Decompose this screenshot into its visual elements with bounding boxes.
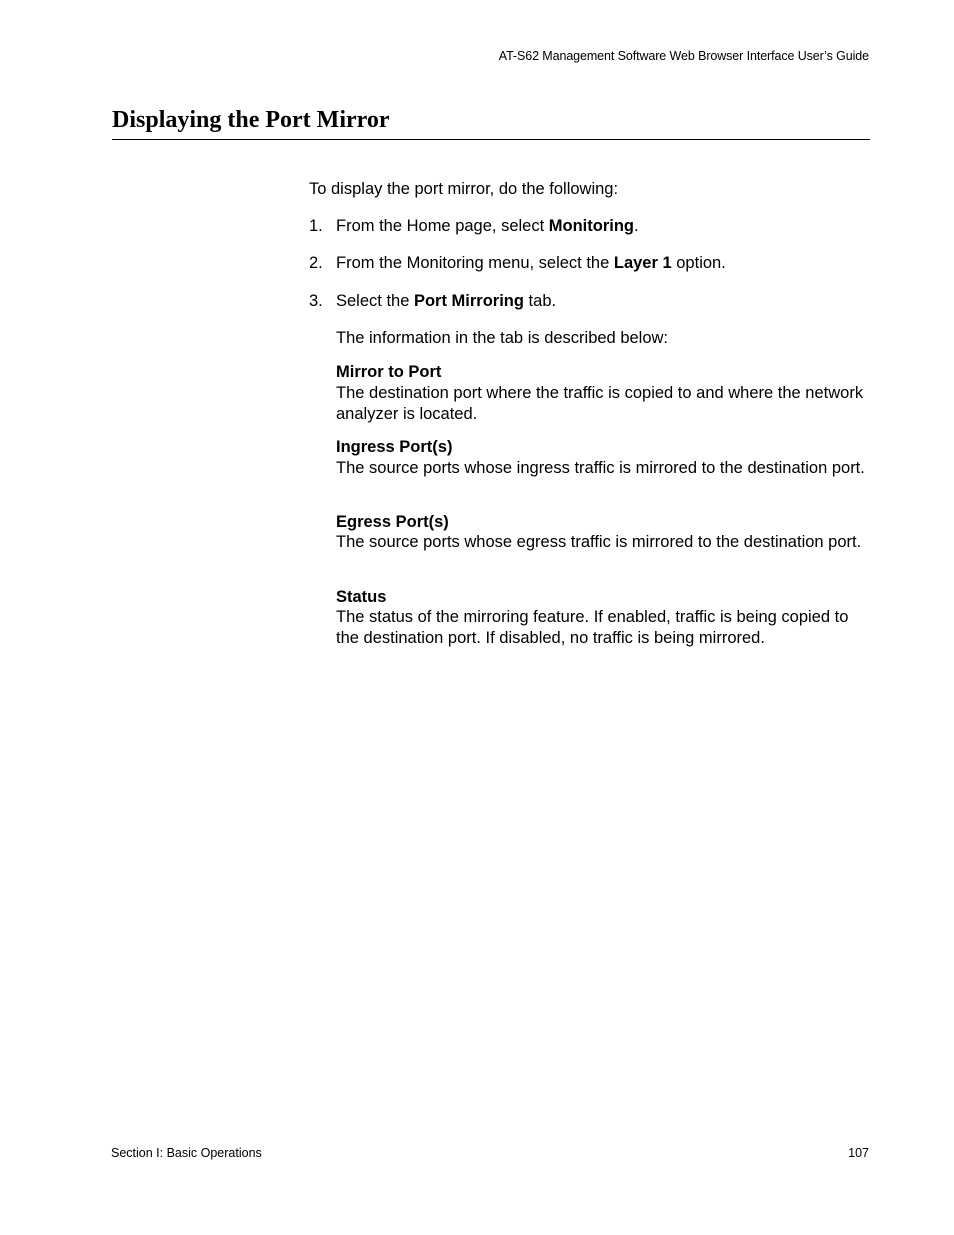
step-text-bold: Port Mirroring [413,292,524,310]
info-intro-text: The information in the tab is described below: [336,329,669,347]
running-header: AT-S62 Management Software Web Browser Interface User’s Guide [498,49,869,63]
definition-description: The source ports whose egress traffic is mirrored to the destination port. [336,533,862,551]
step-number: 3. [309,292,323,310]
step-text-bold: Monitoring [548,217,634,235]
step-text-after: tab. [523,292,557,310]
definition-term: Ingress Port(s) [336,438,453,456]
definition-description: The status of the mirroring feature. If enabled, traffic is being copied to the destination port. If disabled, no traffic is being mirrored. [336,608,849,647]
footer-page-number: 107 [848,1146,869,1160]
step-text-after: . [634,217,639,235]
definition-term: Status [336,588,387,606]
definition-term: Egress Port(s) [336,513,449,531]
step-number: 2. [309,254,323,272]
intro-text: To display the port mirror, do the following: [309,180,619,198]
step-text [336,253,726,274]
definition-term: Mirror to Port [336,363,442,381]
footer-section-label: Section I: Basic Operations [111,1146,262,1160]
step-text-bold: Layer 1 [613,254,672,272]
step-text-before: Select the [336,292,414,310]
step-text-before: From the Home page, select [336,217,549,235]
title-divider [112,139,870,140]
step-text [336,216,639,237]
step-text-before: From the Monitoring menu, select the [336,254,614,272]
step-number: 1. [309,217,323,235]
step-text [336,291,556,312]
definition-description: The source ports whose ingress traffic is mirrored to the destination port. [336,459,865,477]
section-title: Displaying the Port Mirror [112,107,390,133]
step-text-after: option. [671,254,726,272]
definition-description: The destination port where the traffic is copied to and where the network analyzer is located. [336,384,864,423]
